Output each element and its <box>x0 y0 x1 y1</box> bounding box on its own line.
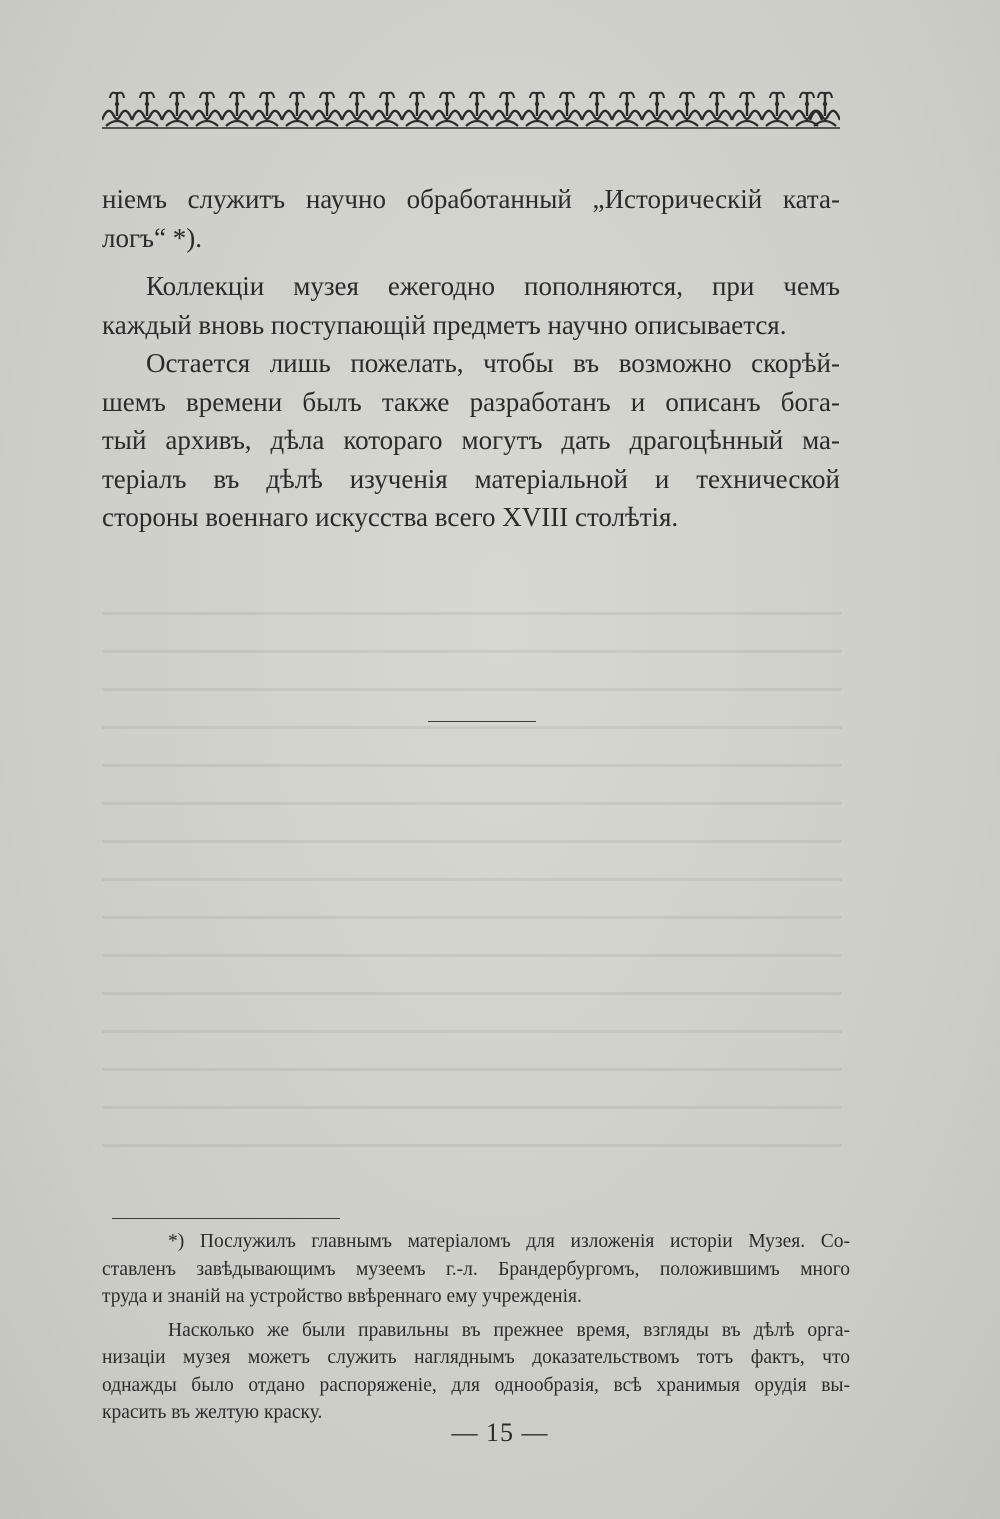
footnotes <box>102 1228 850 1427</box>
footnote-line: низаціи музея можетъ служить нагляднымъ доказательствомъ тотъ фактъ, что <box>102 1347 850 1368</box>
footnote-line: *) Послужилъ главнымъ матеріаломъ для изложенія исторіи Музея. Со- <box>168 1231 850 1252</box>
footnote-line: красить въ желтую краску. <box>102 1402 323 1423</box>
paragraph-1 <box>102 180 840 257</box>
footnote-line: однажды было отдано распоряженіе, для однообразія, всѣ хранимыя орудія вы- <box>102 1374 850 1396</box>
header-ornament <box>102 86 840 132</box>
footnote-line: труда и знаній на устройство ввѣреннаго ему учрежденія. <box>102 1286 582 1307</box>
paragraph-3 <box>102 344 840 537</box>
main-text <box>102 180 840 537</box>
footnote-2 <box>102 1317 850 1427</box>
bleed-through-shadow <box>102 590 842 1150</box>
text-line: логъ“ *). <box>102 222 202 253</box>
section-separator <box>428 721 536 722</box>
footnote-1 <box>102 1228 850 1311</box>
text-line: шемъ времени былъ также разработанъ и описанъ бога- <box>102 386 840 417</box>
text-line: каждый вновь поступающій предметъ научно описывается. <box>102 309 787 340</box>
text-line: тый архивъ, дѣла котораго могутъ дать драгоцѣнный ма- <box>102 425 840 455</box>
footnote-line: ставленъ завѣдывающимъ музеемъ г.-л. Брандербургомъ, положившимъ много <box>102 1258 850 1280</box>
text-line: теріалъ въ дѣлѣ изученія матеріальной и технической <box>102 463 840 494</box>
paragraph-2 <box>102 267 840 344</box>
footnote-line: Насколько же были правильны въ прежнее время, взгляды въ дѣлѣ орга- <box>168 1319 850 1341</box>
footnote-rule <box>112 1218 340 1219</box>
text-line: стороны военнаго искусства всего XVIII столѣтія. <box>102 502 679 532</box>
page-number: — 15 — <box>451 1418 549 1447</box>
text-line: ніемъ служитъ научно обработанный „Историческій ката- <box>102 184 840 214</box>
text-line: Коллекціи музея ежегодно пополняются, при чемъ <box>146 271 840 301</box>
text-line: Остается лишь пожелать, чтобы въ возможно скорѣй- <box>146 348 840 378</box>
